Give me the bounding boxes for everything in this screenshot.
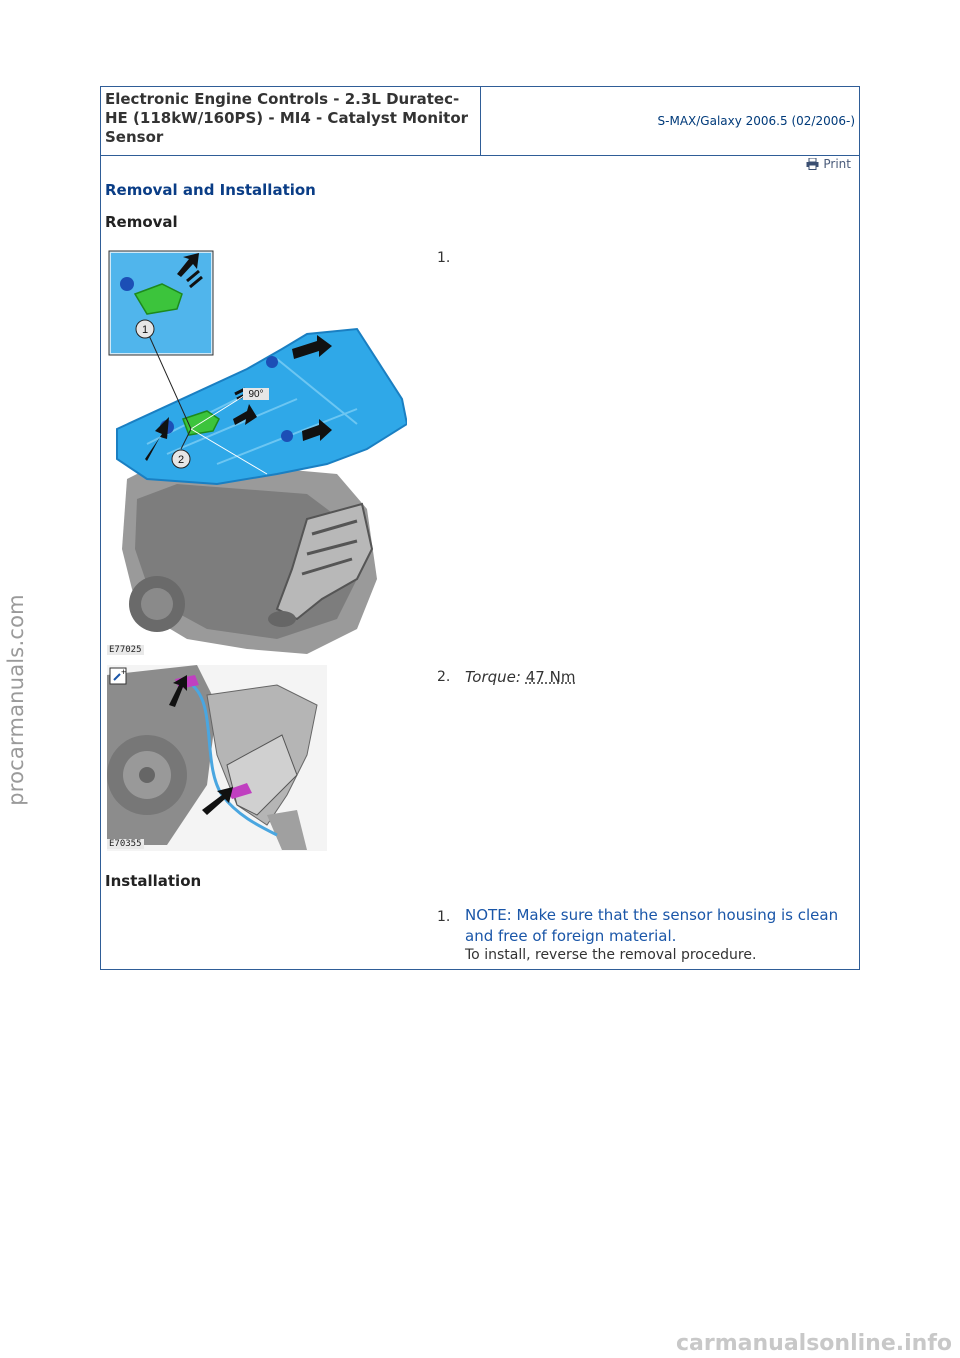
installation-step-1-text: To install, reverse the removal procedure. — [465, 947, 757, 963]
removal-step-2-text — [465, 668, 575, 686]
model-label: S-MAX/Galaxy 2006.5 (02/2006-) — [657, 114, 855, 128]
callout-1: 1 — [141, 324, 149, 336]
engine-cover-figure[interactable] — [107, 249, 407, 659]
svg-text:+: + — [121, 667, 127, 677]
torque-label: Torque: — [465, 668, 521, 686]
removal-step-1-number: 1. — [437, 250, 451, 266]
section-heading-removal-installation: Removal and Installation — [105, 181, 316, 199]
print-button[interactable] — [806, 157, 851, 171]
section-heading-installation: Installation — [105, 872, 202, 890]
installation-step-1-number: 1. — [437, 909, 451, 925]
side-watermark-text: procarmanuals.com — [4, 594, 28, 806]
document-frame — [100, 86, 860, 970]
document-header — [101, 87, 859, 156]
catalyst-sensor-figure[interactable] — [107, 665, 327, 851]
installation-note: NOTE: Make sure that the sensor housing is clean and free of foreign material. — [465, 906, 839, 945]
bottom-watermark: carmanualsonline.info — [676, 1331, 952, 1356]
document-title: Electronic Engine Controls - 2.3L Duratec-HE (118kW/160PS) - MI4 - Catalyst Monitor Sensor — [101, 87, 481, 155]
angle-label: 90° — [248, 389, 264, 400]
figure-code-2: E70355 — [109, 839, 142, 849]
removal-step-2-number: 2. — [437, 669, 451, 685]
side-watermark — [0, 0, 36, 1358]
figure-code-1: E77025 — [109, 645, 142, 655]
torque-value[interactable]: 47 Nm — [525, 668, 576, 686]
section-heading-removal: Removal — [105, 213, 178, 231]
print-label: Print — [823, 157, 851, 171]
printer-icon — [806, 158, 819, 170]
callout-2: 2 — [177, 454, 185, 466]
